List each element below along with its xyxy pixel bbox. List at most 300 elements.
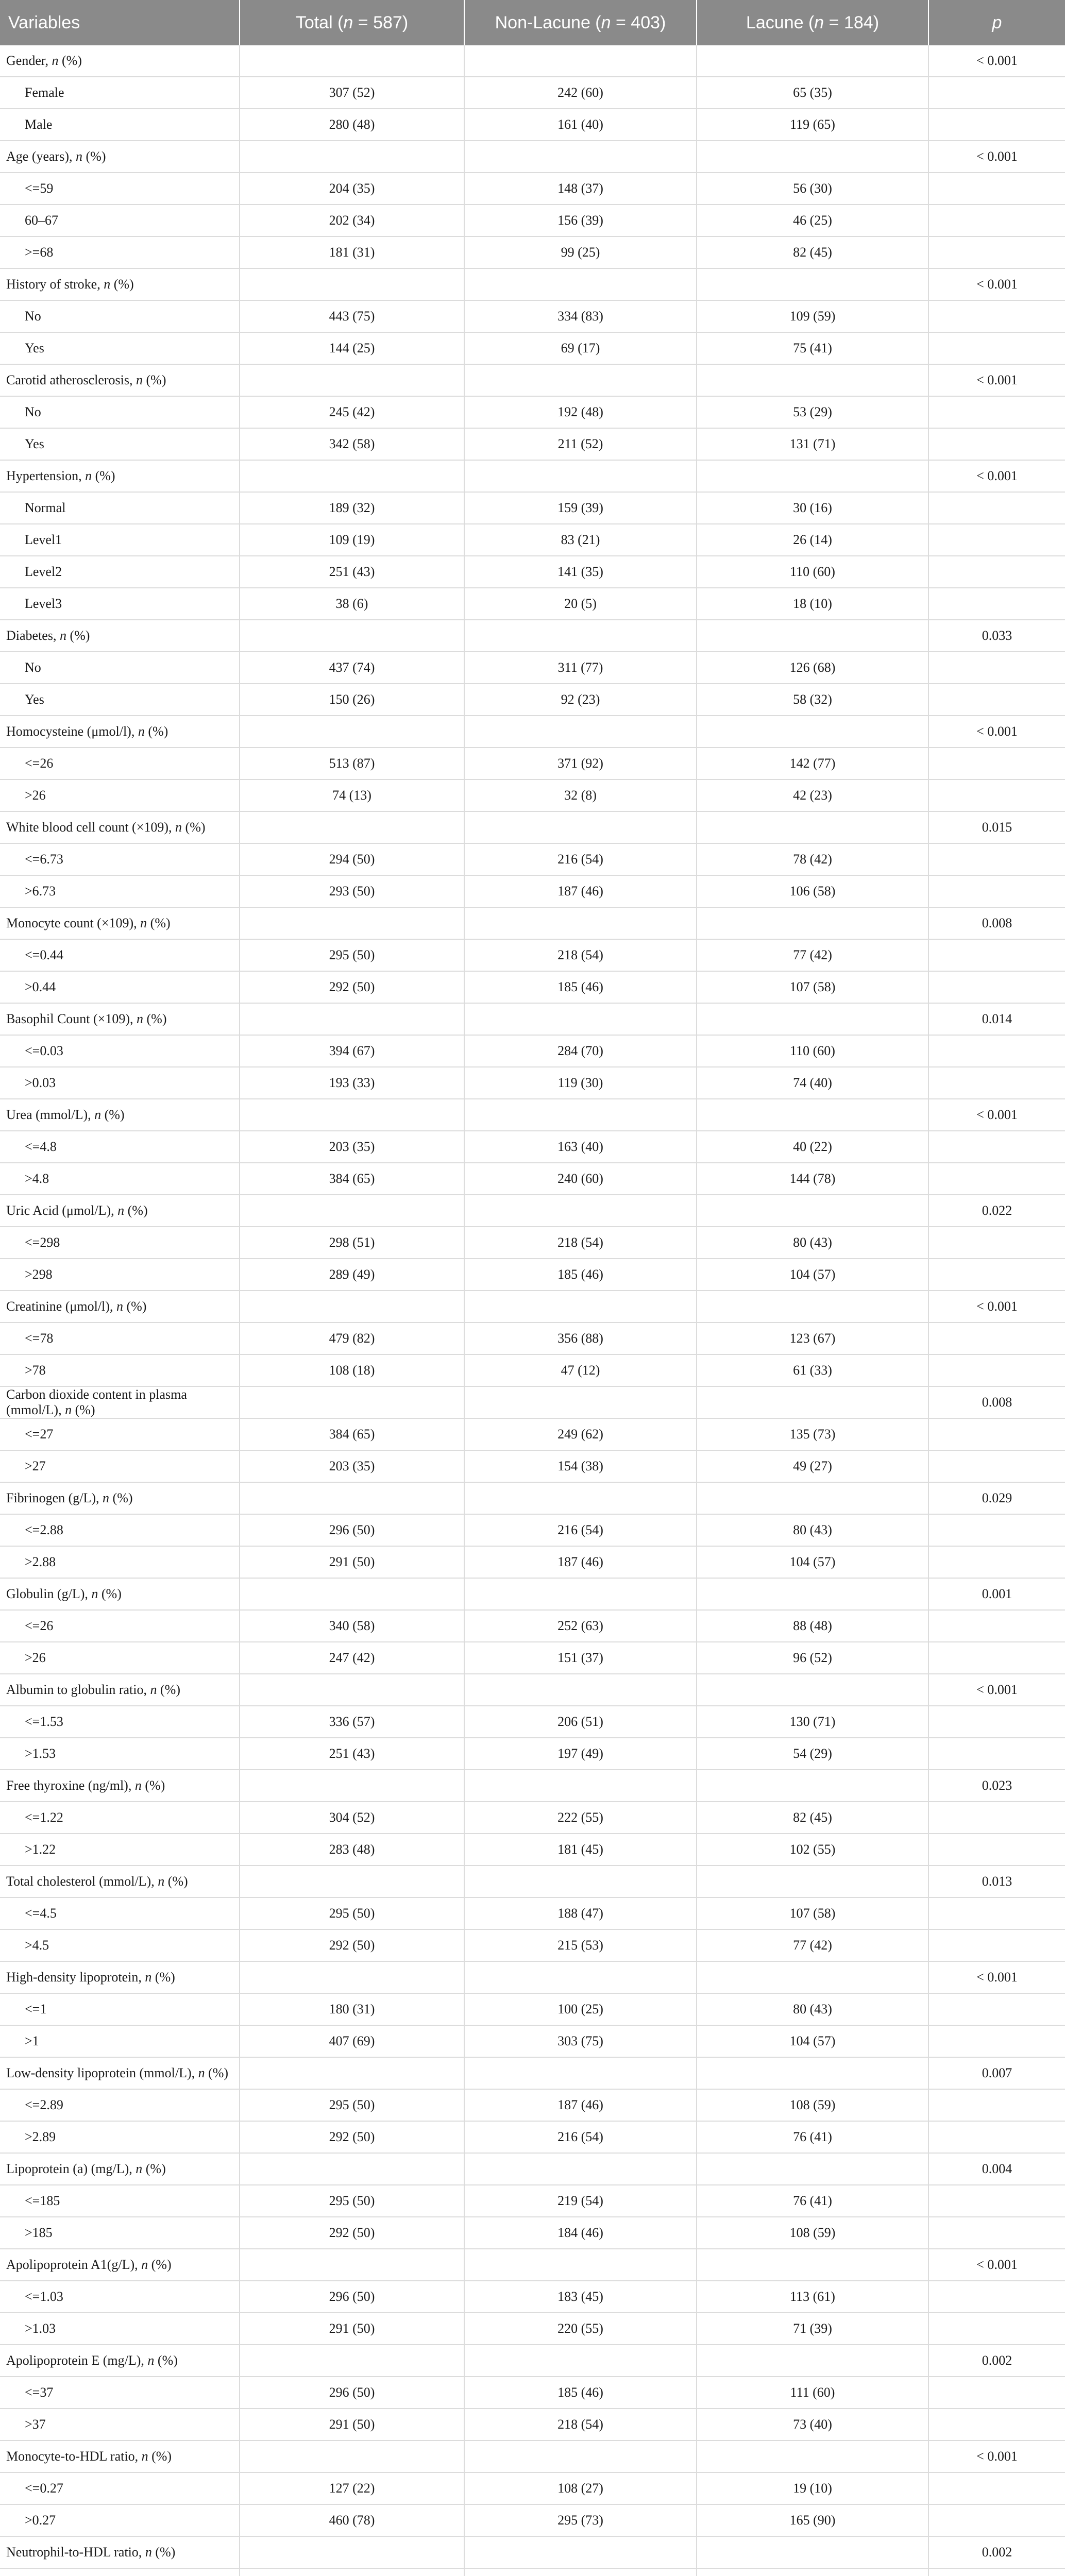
non-lacune-cell	[464, 1003, 697, 1035]
p-value-cell	[928, 843, 1065, 875]
category-label: No	[0, 300, 240, 332]
category-row	[0, 428, 1065, 460]
p-value-cell: 0.007	[928, 2057, 1065, 2089]
p-value-cell	[928, 1354, 1065, 1386]
total-cell	[240, 1482, 464, 1514]
p-value-cell	[928, 1259, 1065, 1291]
total-cell: 203 (35)	[240, 1450, 464, 1482]
total-cell	[240, 907, 464, 939]
non-lacune-cell: 284 (70)	[464, 1035, 697, 1067]
lacune-cell: 113 (61)	[697, 2281, 928, 2313]
lacune-cell: 40 (22)	[697, 1131, 928, 1163]
non-lacune-cell: 163 (40)	[464, 1131, 697, 1163]
category-row	[0, 779, 1065, 811]
lacune-cell: 130 (71)	[697, 1706, 928, 1738]
lacune-cell: 77 (42)	[697, 939, 928, 971]
total-cell: 384 (65)	[240, 1163, 464, 1195]
p-value-cell	[928, 971, 1065, 1003]
category-label: >37	[0, 2409, 240, 2441]
category-label: Yes	[0, 332, 240, 364]
non-lacune-cell	[464, 1770, 697, 1802]
non-lacune-cell: 371 (92)	[464, 748, 697, 779]
category-label: <=4.5	[0, 1897, 240, 1929]
total-cell: 295 (50)	[240, 2185, 464, 2217]
header-variables: Variables	[0, 0, 240, 45]
lacune-cell: 107 (58)	[697, 971, 928, 1003]
lacune-cell	[697, 364, 928, 396]
category-row	[0, 205, 1065, 236]
variable-label: History of stroke, n (%)	[0, 268, 240, 300]
variable-label: Lipoprotein (a) (mg/L), n (%)	[0, 2153, 240, 2185]
category-row	[0, 1546, 1065, 1578]
lacune-cell	[697, 907, 928, 939]
category-label: >=68	[0, 236, 240, 268]
p-value-cell: 0.004	[928, 2153, 1065, 2185]
lacune-cell: 96 (52)	[697, 1642, 928, 1674]
total-cell: 251 (43)	[240, 556, 464, 588]
category-label: <=26	[0, 1610, 240, 1642]
total-cell: 109 (19)	[240, 524, 464, 556]
total-cell	[240, 1866, 464, 1897]
category-row	[0, 1035, 1065, 1067]
total-cell	[240, 268, 464, 300]
p-value-cell	[928, 2472, 1065, 2504]
variable-group-row	[0, 268, 1065, 300]
p-value-cell: 0.008	[928, 907, 1065, 939]
non-lacune-cell: 187 (46)	[464, 1546, 697, 1578]
non-lacune-cell	[464, 1099, 697, 1131]
lacune-cell: 102 (55)	[697, 1834, 928, 1866]
non-lacune-cell: 218 (54)	[464, 2409, 697, 2441]
category-row	[0, 588, 1065, 620]
p-value-cell: 0.008	[928, 1386, 1065, 1418]
lacune-cell	[697, 1386, 928, 1418]
category-row	[0, 2185, 1065, 2217]
total-cell	[240, 1770, 464, 1802]
non-lacune-cell	[464, 1866, 697, 1897]
p-value-cell	[928, 2025, 1065, 2057]
lacune-cell: 106 (58)	[697, 875, 928, 907]
p-value-cell: 0.002	[928, 2536, 1065, 2568]
total-cell	[240, 1291, 464, 1323]
variable-label: Hypertension, n (%)	[0, 460, 240, 492]
variable-group-row	[0, 1195, 1065, 1227]
p-value-cell: < 0.001	[928, 45, 1065, 77]
p-value-cell	[928, 748, 1065, 779]
category-row	[0, 1642, 1065, 1674]
lacune-cell	[697, 2153, 928, 2185]
non-lacune-cell: 218 (54)	[464, 1227, 697, 1259]
non-lacune-cell: 154 (38)	[464, 1450, 697, 1482]
non-lacune-cell: 183 (45)	[464, 2281, 697, 2313]
total-cell: 291 (50)	[240, 2409, 464, 2441]
lacune-cell: 58 (32)	[697, 684, 928, 716]
total-cell: 336 (57)	[240, 1706, 464, 1738]
p-value-cell	[928, 173, 1065, 205]
variable-group-row	[0, 141, 1065, 173]
category-row	[0, 396, 1065, 428]
non-lacune-cell: 211 (52)	[464, 428, 697, 460]
variable-label: Apolipoprotein A1(g/L), n (%)	[0, 2249, 240, 2281]
category-label: <=26	[0, 748, 240, 779]
p-value-cell	[928, 588, 1065, 620]
lacune-cell: 82 (45)	[697, 1802, 928, 1834]
lacune-cell: 119 (65)	[697, 109, 928, 141]
non-lacune-cell: 219 (54)	[464, 2185, 697, 2217]
variable-group-row	[0, 1003, 1065, 1035]
variable-label: Neutrophil-to-HDL ratio, n (%)	[0, 2536, 240, 2568]
lacune-cell: 76 (41)	[697, 2185, 928, 2217]
total-cell: 298 (51)	[240, 1227, 464, 1259]
lacune-cell: 104 (57)	[697, 2025, 928, 2057]
non-lacune-cell: 185 (46)	[464, 971, 697, 1003]
total-cell: 295 (50)	[240, 1897, 464, 1929]
non-lacune-cell: 99 (25)	[464, 236, 697, 268]
category-label: <=1	[0, 1993, 240, 2025]
total-cell: 189 (32)	[240, 492, 464, 524]
variable-group-row	[0, 620, 1065, 652]
category-row	[0, 1227, 1065, 1259]
lacune-cell: 65 (35)	[697, 77, 928, 109]
total-cell: 74 (13)	[240, 779, 464, 811]
category-row	[0, 971, 1065, 1003]
non-lacune-cell: 216 (54)	[464, 843, 697, 875]
lacune-cell	[697, 2441, 928, 2472]
variable-group-row	[0, 2441, 1065, 2472]
non-lacune-cell	[464, 1674, 697, 1706]
total-cell: 251 (43)	[240, 1738, 464, 1770]
lacune-cell: 74 (40)	[697, 1067, 928, 1099]
total-cell: 291 (50)	[240, 1546, 464, 1578]
non-lacune-cell: 119 (30)	[464, 1067, 697, 1099]
non-lacune-cell: 100 (25)	[464, 1993, 697, 2025]
variable-label: High-density lipoprotein, n (%)	[0, 1961, 240, 1993]
non-lacune-cell: 311 (77)	[464, 652, 697, 684]
total-cell	[240, 2568, 464, 2576]
category-label: Female	[0, 77, 240, 109]
category-row	[0, 1514, 1065, 1546]
non-lacune-cell: 32 (8)	[464, 779, 697, 811]
p-value-cell: < 0.001	[928, 1291, 1065, 1323]
total-cell	[240, 45, 464, 77]
total-cell: 394 (67)	[240, 1035, 464, 1067]
total-cell	[240, 1099, 464, 1131]
category-row	[0, 2313, 1065, 2345]
total-cell: 292 (50)	[240, 2217, 464, 2249]
p-value-cell	[928, 1897, 1065, 1929]
non-lacune-cell	[464, 2249, 697, 2281]
category-label: <=298	[0, 1227, 240, 1259]
total-cell	[240, 1003, 464, 1035]
category-label: >0.44	[0, 971, 240, 1003]
p-value-cell	[928, 2121, 1065, 2153]
lacune-cell	[697, 1482, 928, 1514]
non-lacune-cell	[464, 2536, 697, 2568]
lacune-cell: 80 (43)	[697, 1993, 928, 2025]
lacune-cell	[697, 268, 928, 300]
non-lacune-cell: 47 (12)	[464, 1354, 697, 1386]
non-lacune-cell: 151 (37)	[464, 1642, 697, 1674]
non-lacune-cell: 334 (83)	[464, 300, 697, 332]
table-body	[0, 45, 1065, 2576]
non-lacune-cell: 216 (54)	[464, 1514, 697, 1546]
lacune-cell	[697, 1099, 928, 1131]
p-value-cell	[928, 1610, 1065, 1642]
total-cell: 203 (35)	[240, 1131, 464, 1163]
p-value-cell	[928, 1163, 1065, 1195]
variable-group-row	[0, 2536, 1065, 2568]
category-label: Male	[0, 109, 240, 141]
lacune-cell	[697, 1003, 928, 1035]
header-non-lacune: Non-Lacune (n = 403)	[464, 0, 697, 45]
total-cell	[240, 1386, 464, 1418]
lacune-cell	[697, 1770, 928, 1802]
category-row	[0, 2472, 1065, 2504]
category-row	[0, 875, 1065, 907]
variable-label: Free thyroxine (ng/ml), n (%)	[0, 1770, 240, 1802]
lacune-cell: 109 (59)	[697, 300, 928, 332]
non-lacune-cell	[464, 1195, 697, 1227]
p-value-cell: < 0.001	[928, 1961, 1065, 1993]
p-value-cell	[928, 2217, 1065, 2249]
lacune-cell: 104 (57)	[697, 1546, 928, 1578]
variable-label: Carbon dioxide content in plasma (mmol/L), n (%)	[0, 1386, 240, 1418]
p-value-cell	[928, 1035, 1065, 1067]
category-label: <=6.73	[0, 843, 240, 875]
lacune-cell	[697, 620, 928, 652]
category-label: <=37	[0, 2377, 240, 2409]
non-lacune-cell: 159 (39)	[464, 492, 697, 524]
category-row	[0, 684, 1065, 716]
header-lacune: Lacune (n = 184)	[697, 0, 928, 45]
variable-group-row	[0, 907, 1065, 939]
category-label: >1.22	[0, 1834, 240, 1866]
total-cell: 292 (50)	[240, 1929, 464, 1961]
category-row	[0, 1323, 1065, 1354]
non-lacune-cell: 249 (62)	[464, 1418, 697, 1450]
p-value-cell: < 0.001	[928, 364, 1065, 396]
p-value-cell: 0.002	[928, 2345, 1065, 2377]
category-row	[0, 1163, 1065, 1195]
total-cell	[240, 1674, 464, 1706]
variable-group-row	[0, 2249, 1065, 2281]
non-lacune-cell: 303 (75)	[464, 2025, 697, 2057]
variable-group-row	[0, 2057, 1065, 2089]
p-value-cell: < 0.001	[928, 1099, 1065, 1131]
total-cell	[240, 620, 464, 652]
category-row	[0, 1929, 1065, 1961]
total-cell	[240, 364, 464, 396]
p-value-cell: 0.014	[928, 1003, 1065, 1035]
total-cell	[240, 1578, 464, 1610]
non-lacune-cell: 218 (54)	[464, 939, 697, 971]
non-lacune-cell	[464, 45, 697, 77]
p-value-cell: < 0.001	[928, 1674, 1065, 1706]
p-value-cell	[928, 205, 1065, 236]
p-value-cell	[928, 556, 1065, 588]
category-row	[0, 556, 1065, 588]
category-row	[0, 1802, 1065, 1834]
total-cell	[240, 2345, 464, 2377]
header-row	[0, 0, 1065, 45]
category-label: >1.03	[0, 2313, 240, 2345]
lacune-cell: 78 (42)	[697, 843, 928, 875]
category-label: <=0.27	[0, 2472, 240, 2504]
category-row	[0, 300, 1065, 332]
total-cell	[240, 2249, 464, 2281]
category-row	[0, 1993, 1065, 2025]
category-row	[0, 2121, 1065, 2153]
lacune-cell: 110 (60)	[697, 556, 928, 588]
lacune-cell	[697, 1674, 928, 1706]
category-label: <=2.88	[0, 1514, 240, 1546]
category-row	[0, 939, 1065, 971]
total-cell	[240, 2441, 464, 2472]
variable-label: Fibrinogen (g/L), n (%)	[0, 1482, 240, 1514]
category-row	[0, 1738, 1065, 1770]
variable-group-row	[0, 45, 1065, 77]
p-value-cell	[928, 1323, 1065, 1354]
variable-group-row	[0, 1482, 1065, 1514]
total-cell: 437 (74)	[240, 652, 464, 684]
lacune-cell: 126 (68)	[697, 652, 928, 684]
lacune-cell	[697, 811, 928, 843]
total-cell: 479 (82)	[240, 1323, 464, 1354]
lacune-cell: 77 (42)	[697, 1929, 928, 1961]
category-label: >185	[0, 2217, 240, 2249]
total-cell: 294 (50)	[240, 843, 464, 875]
p-value-cell	[928, 1993, 1065, 2025]
category-label: >27	[0, 1450, 240, 1482]
p-value-cell	[928, 2377, 1065, 2409]
category-label: <=1.53	[0, 1706, 240, 1738]
category-label: Level1	[0, 524, 240, 556]
total-cell: 292 (50)	[240, 2121, 464, 2153]
p-value-cell	[928, 2313, 1065, 2345]
category-row	[0, 236, 1065, 268]
lacune-cell: 144 (78)	[697, 1163, 928, 1195]
non-lacune-cell: 356 (88)	[464, 1323, 697, 1354]
category-label: >2.89	[0, 2121, 240, 2153]
non-lacune-cell: 185 (46)	[464, 2377, 697, 2409]
lacune-cell: 104 (57)	[697, 1259, 928, 1291]
non-lacune-cell: 187 (46)	[464, 2089, 697, 2121]
category-label: 60–67	[0, 205, 240, 236]
category-row	[0, 1706, 1065, 1738]
total-cell: 181 (31)	[240, 236, 464, 268]
category-row	[0, 492, 1065, 524]
lacune-cell: 76 (41)	[697, 2121, 928, 2153]
non-lacune-cell	[464, 1482, 697, 1514]
total-cell: 108 (18)	[240, 1354, 464, 1386]
total-cell	[240, 811, 464, 843]
lacune-cell: 111 (60)	[697, 2377, 928, 2409]
p-value-cell	[928, 1418, 1065, 1450]
lacune-cell	[697, 1195, 928, 1227]
lacune-cell: 80 (43)	[697, 1514, 928, 1546]
total-cell	[240, 1961, 464, 1993]
category-row	[0, 2377, 1065, 2409]
variable-group-row	[0, 2153, 1065, 2185]
p-value-cell	[928, 939, 1065, 971]
total-cell: 38 (6)	[240, 588, 464, 620]
variable-group-row	[0, 1770, 1065, 1802]
non-lacune-cell: 92 (23)	[464, 684, 697, 716]
p-value-cell	[928, 1929, 1065, 1961]
category-label: <=0.44	[0, 939, 240, 971]
lacune-cell: 18 (10)	[697, 588, 928, 620]
lacune-cell: 80 (43)	[697, 1227, 928, 1259]
category-label: >2.88	[0, 1546, 240, 1578]
variable-label: White blood cell count (×109), n (%)	[0, 811, 240, 843]
variable-label: Monocyte count (×109), n (%)	[0, 907, 240, 939]
category-row	[0, 1897, 1065, 1929]
category-row	[0, 2089, 1065, 2121]
lacune-cell: 26 (14)	[697, 524, 928, 556]
p-value-cell	[928, 2089, 1065, 2121]
variable-group-row	[0, 364, 1065, 396]
total-cell	[240, 716, 464, 748]
category-label: >78	[0, 1354, 240, 1386]
p-value-cell	[928, 1131, 1065, 1163]
variable-group-row	[0, 1386, 1065, 1418]
non-lacune-cell: 240 (60)	[464, 1163, 697, 1195]
p-value-cell	[928, 2504, 1065, 2536]
variable-group-row	[0, 811, 1065, 843]
p-value-cell	[928, 428, 1065, 460]
non-lacune-cell	[464, 2153, 697, 2185]
p-value-cell	[928, 1546, 1065, 1578]
variable-label: Monocyte-to-HDL ratio, n (%)	[0, 2441, 240, 2472]
p-value-cell	[928, 1450, 1065, 1482]
p-value-cell: 0.023	[928, 1770, 1065, 1802]
total-cell: 293 (50)	[240, 875, 464, 907]
total-cell: 304 (52)	[240, 1802, 464, 1834]
lacune-cell: 61 (33)	[697, 1354, 928, 1386]
table-header	[0, 0, 1065, 45]
variable-label: Uric Acid (μmol/L), n (%)	[0, 1195, 240, 1227]
lacune-cell	[697, 2249, 928, 2281]
variable-label: Age (years), n (%)	[0, 141, 240, 173]
lacune-cell: 73 (40)	[697, 2409, 928, 2441]
lacune-cell	[697, 141, 928, 173]
non-lacune-cell	[464, 811, 697, 843]
total-cell: 407 (69)	[240, 2025, 464, 2057]
variable-label: Low-density lipoprotein (mmol/L), n (%)	[0, 2057, 240, 2089]
category-row	[0, 2281, 1065, 2313]
category-row	[0, 332, 1065, 364]
p-value-cell	[928, 1067, 1065, 1099]
non-lacune-cell: 188 (47)	[464, 1897, 697, 1929]
variable-group-row	[0, 1099, 1065, 1131]
total-cell: 296 (50)	[240, 1514, 464, 1546]
non-lacune-cell: 148 (37)	[464, 173, 697, 205]
non-lacune-cell: 197 (49)	[464, 1738, 697, 1770]
non-lacune-cell: 69 (17)	[464, 332, 697, 364]
category-label: <=27	[0, 1418, 240, 1450]
category-label: <=59	[0, 173, 240, 205]
category-row	[0, 652, 1065, 684]
non-lacune-cell: 83 (21)	[464, 524, 697, 556]
variable-group-row	[0, 716, 1065, 748]
lacune-cell: 54 (29)	[697, 1738, 928, 1770]
total-cell	[240, 2536, 464, 2568]
header-total: Total (n = 587)	[240, 0, 464, 45]
p-value-cell: 0.001	[928, 1578, 1065, 1610]
category-row	[0, 2568, 1065, 2576]
category-row	[0, 1418, 1065, 1450]
p-value-cell	[928, 1514, 1065, 1546]
